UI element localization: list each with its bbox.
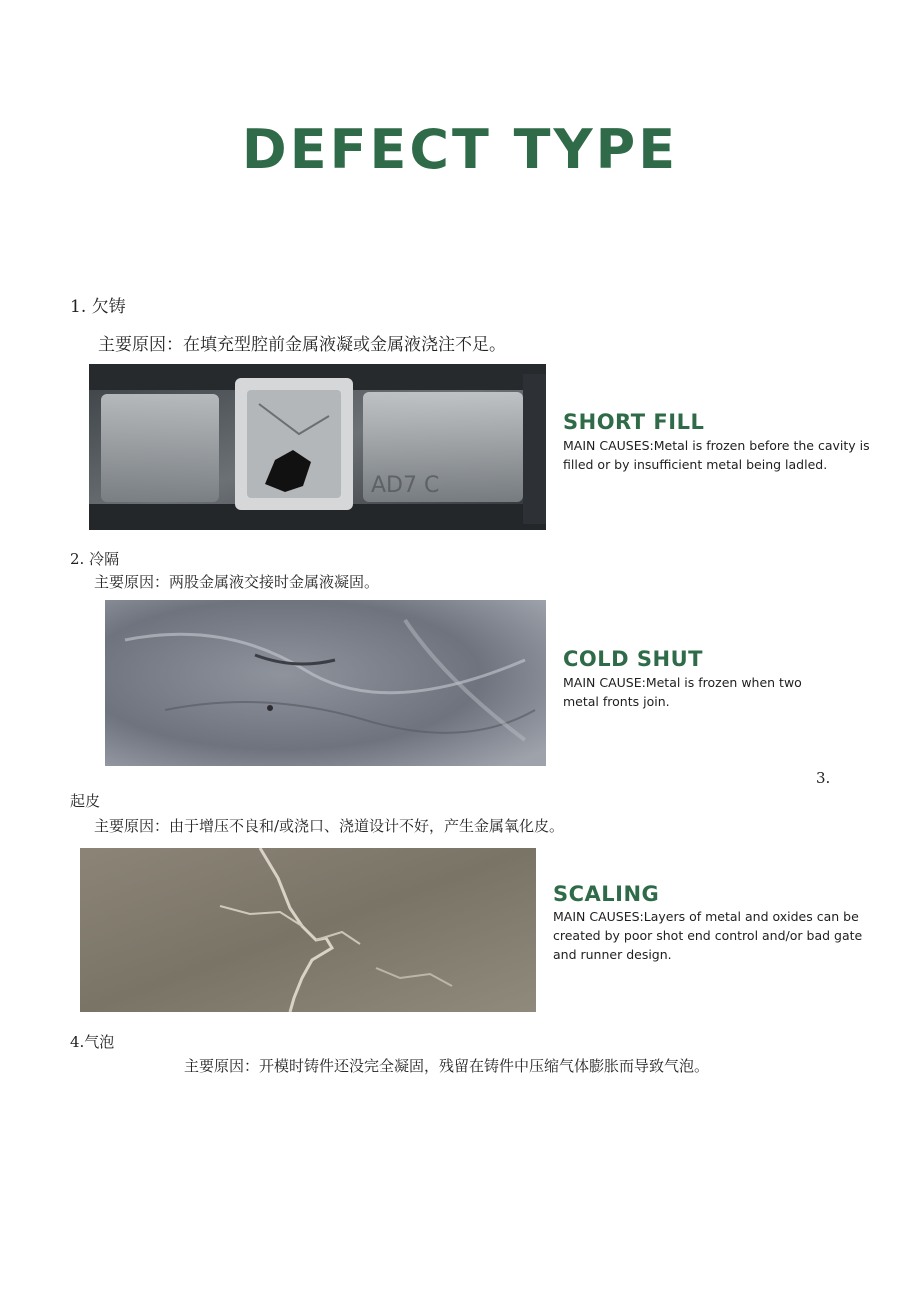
cold-shut-caption-title: COLD SHUT [563,647,703,671]
section-cause-bubbles: 主要原因：开模时铸件还没完全凝固，残留在铸件中压缩气体膨胀而导致气泡。 [184,1057,710,1075]
short-fill-caption-title: SHORT FILL [563,410,705,434]
scaling-caption-title: SCALING [553,882,660,906]
cold-shut-photo [105,600,546,780]
short-fill-photo-marking: AD7 C [371,473,440,498]
section-heading-short-fill: 1. 欠铸 [70,297,126,317]
scaling-caption-body: MAIN CAUSES:Layers of metal and oxides can be created by poor shot end control and/or bad gate and runner design. [553,909,863,962]
section-heading-bubbles: 4.气泡 [70,1033,115,1051]
short-fill-caption-body: MAIN CAUSES:Metal is frozen before the cavity is filled or by insufficient metal being ladled. [563,438,870,472]
section-cause-cold-shut: 主要原因：两股金属液交接时金属液凝固。 [94,573,380,591]
short-fill-photo [89,364,546,530]
section-cause-scaling: 主要原因：由于增压不良和/或浇口、浇道设计不好，产生金属氧化皮。 [94,817,565,835]
section-heading-cold-shut: 2. 冷隔 [70,550,120,568]
scaling-photo [80,848,536,1012]
section-cause-short-fill: 主要原因：在填充型腔前金属液凝或金属液浇注不足。 [98,335,506,355]
page-title: DEFECT TYPE [241,118,679,181]
section-number-scaling: 3. [816,769,831,787]
cold-shut-caption-body: MAIN CAUSE:Metal is frozen when two metal fronts join. [563,675,802,709]
section-heading-scaling: 起皮 [70,792,101,810]
